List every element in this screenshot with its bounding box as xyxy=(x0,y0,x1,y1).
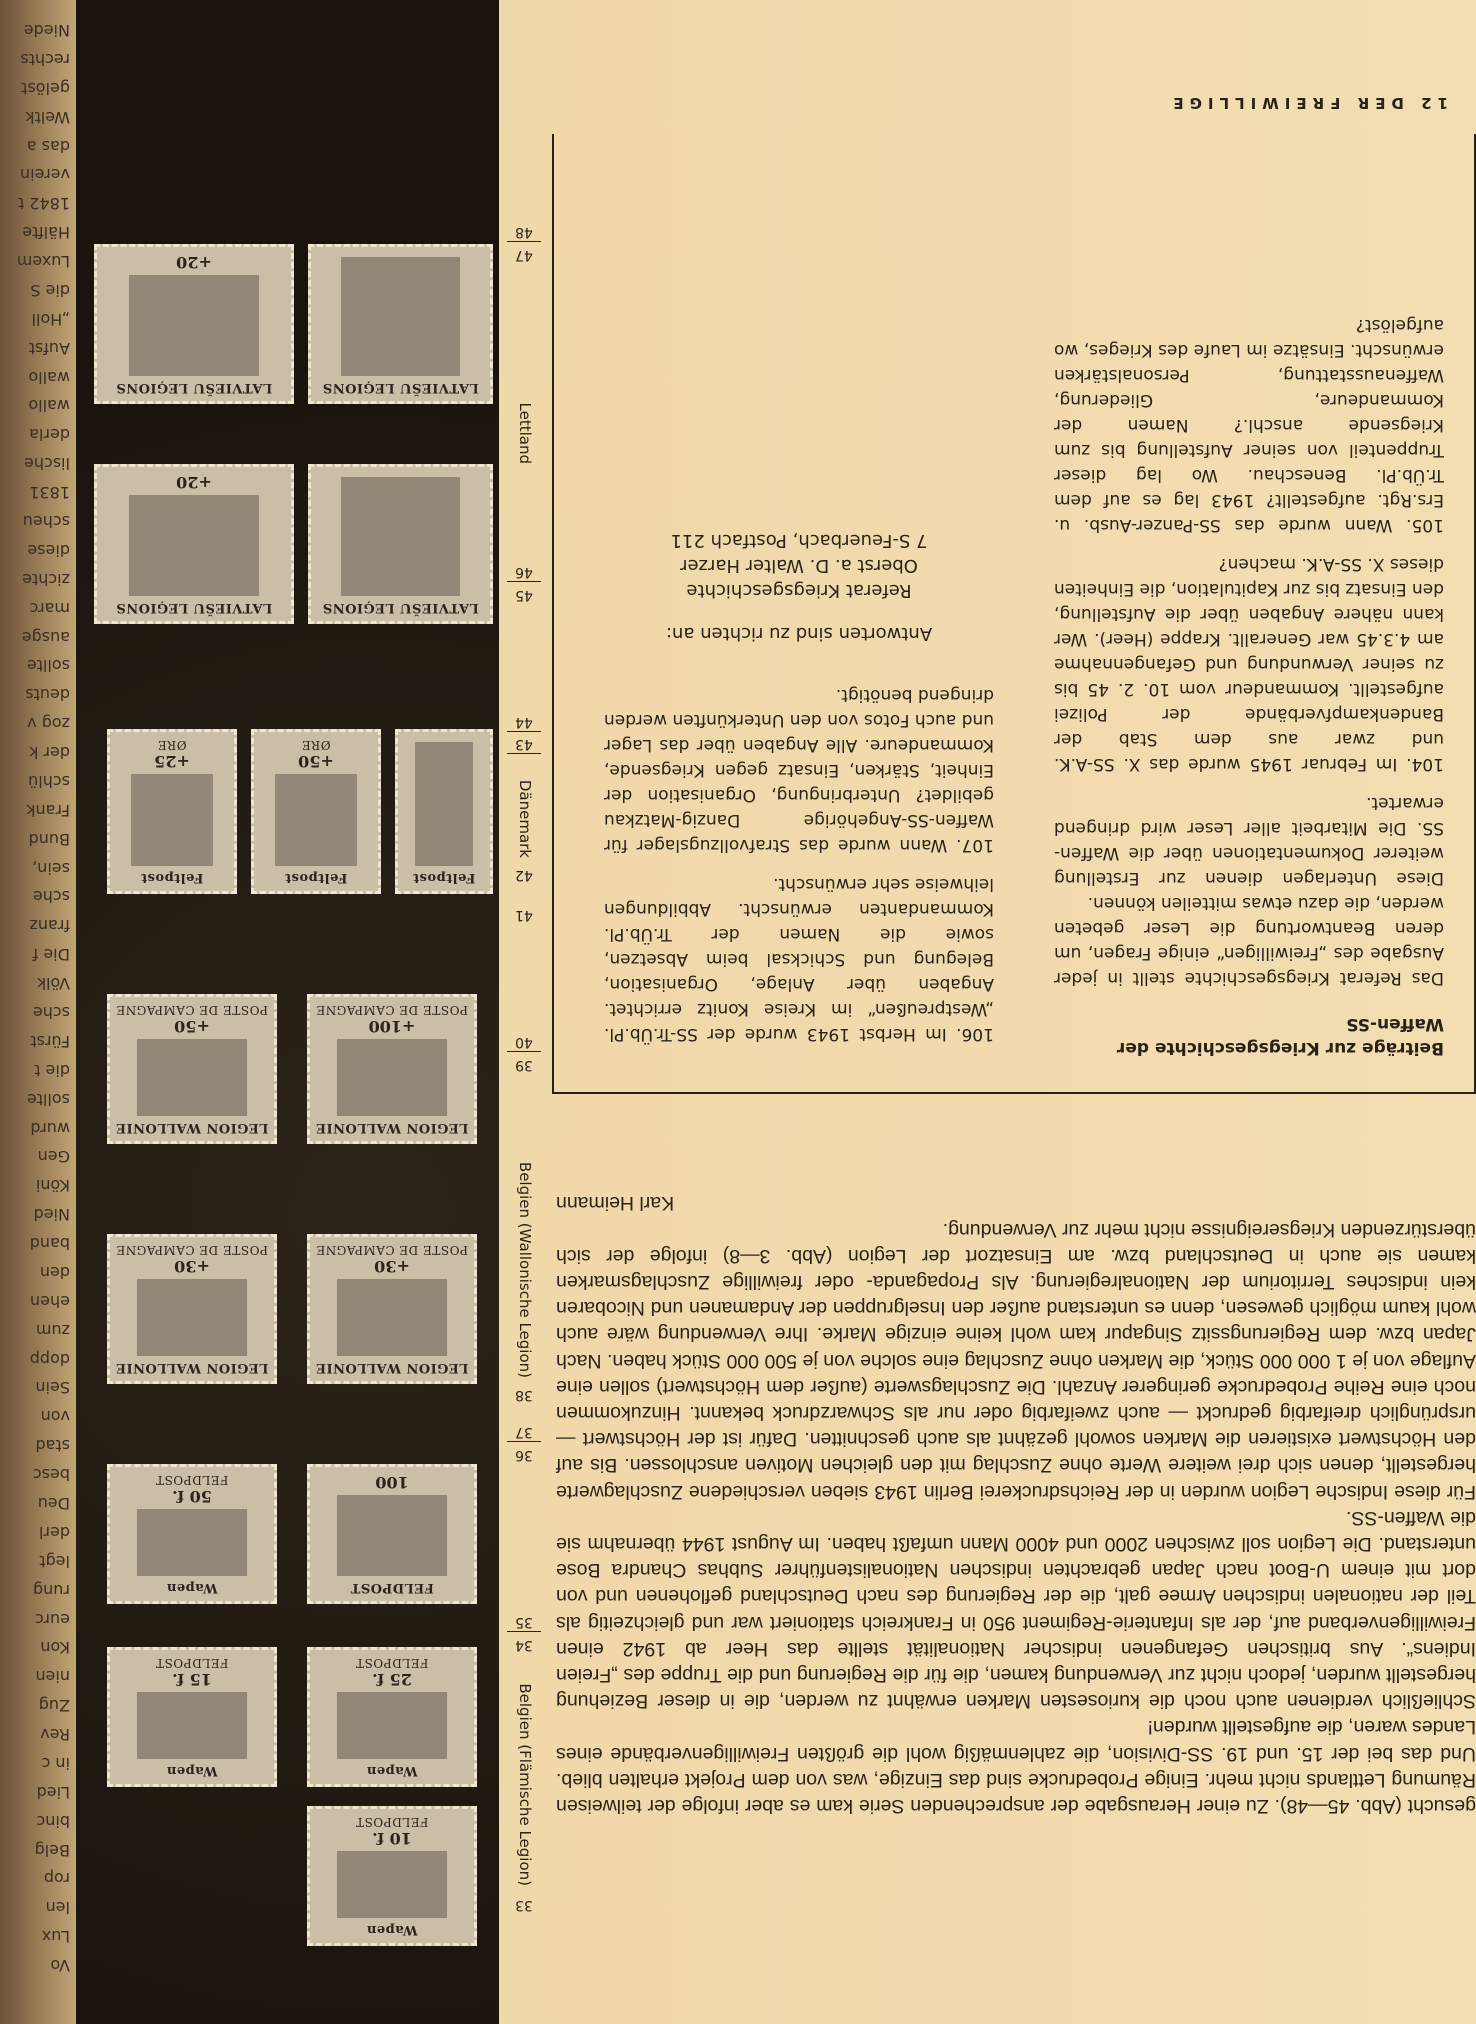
adjacent-text-fragment: besc xyxy=(32,1465,70,1485)
adjacent-text-fragment: rechts xyxy=(20,49,70,69)
adjacent-text-fragment: stad xyxy=(35,1436,70,1456)
figure-number: 33 xyxy=(515,1897,533,1913)
figure-number: 44 xyxy=(507,713,541,732)
adjacent-text-fragment: binc xyxy=(36,1811,70,1831)
figure-number: 37 xyxy=(507,1423,541,1442)
question-107 xyxy=(604,682,994,857)
figure-number: 42 xyxy=(515,867,533,883)
article-body xyxy=(556,1190,1476,1819)
adjacent-text-fragment: von xyxy=(40,1407,70,1427)
stamp-48: LATVIEŠU LEĢIONS xyxy=(308,244,493,404)
adjacent-text-fragment: Kon xyxy=(40,1638,70,1658)
adjacent-text-fragment: Nied xyxy=(33,1205,70,1225)
question-105 xyxy=(1054,312,1444,537)
stamp-42: Feltpost +25 ØRE xyxy=(107,729,237,894)
figure-number: 39 xyxy=(515,1057,533,1073)
figure-number: 36 xyxy=(515,1447,533,1463)
adjacent-text-fragment: Weltk xyxy=(25,107,70,127)
caption-latvia: Lettland xyxy=(516,402,534,464)
caption-flemish-legion: Belgien (Flämische Legion) xyxy=(516,1683,534,1886)
adjacent-text-fragment: in c xyxy=(41,1753,70,1773)
adjacent-text-fragment: eurc xyxy=(34,1609,70,1629)
adjacent-text-fragment: rung xyxy=(32,1580,70,1600)
adjacent-text-fragment: schlü xyxy=(28,771,70,791)
adjacent-text-fragment: Niede xyxy=(23,21,70,40)
question-text: Wann wurde das SS-Panzer-Ausb. u. Ers.Rgt. aufgestellt? 1943 lag es auf dem Tr.Üb.Pl. Beneschau. Wo lag dieser Truppenteil von seiner Aufstellung bis zum Kriegsende anschl.? Namen der Kommandeure, Gliederung, Waffenausstattung, Personalstärken erwünscht. Einsätze im Laufe des Krieges, wo aufgelöst? xyxy=(1053,315,1444,535)
stamp-39: LEGION WALLONIE +30 POSTE DE CAMPAGNE xyxy=(307,1234,477,1384)
page-folio xyxy=(1167,94,1448,112)
stamp-photo-panel xyxy=(76,0,499,2024)
article-paragraph: Für diese Indische Legion wurden in der Reichsdruckerei Berlin 1943 sieben verschiedene Zuschlagwerte hergestellt, denen sich drei weitere Werte ohne Zuschlag mit den gleichen Motiven anschlossen. Bis auf den Höchstwert existieren die Marken sowohl gezähnt als auch geschnitten. Dafür ist der Höchstwert — ursprünglich dreifarbig gedruckt — auch zweifarbig oder nur als Schwarzdruck bekannt. Hinzukommen noch eine Reihe Probedrucke geringerer Anzahl. Die Zuschlagswerte (außer dem Höchstwert) sollen eine Auflage von je 1 000 000 Stück, die Marken ohne Zuschlag eine solche von je 500 000 Stück haben. Nach Japan bzw. dem Regierungssitz Singapur kam wohl keine einzige Marke. Ihre Verwendung wäre auch wohl kaum möglich gewesen, denn es unterstand außer den Inselgruppen der Andamanen und Nicobaren kein indisches Territorium der Nationalregierung. Als Propaganda- oder freiwillige Zuschlagsmarken kamen sie auch in Deutschland bzw. am Einsatzort der Legion (Abb. 3—8) infolge der sich überstürzenden Kriegsereignisse nicht mehr zur Verwendung. xyxy=(556,1218,1476,1503)
figure-number: 45 xyxy=(515,587,533,603)
adjacent-text-fragment: band xyxy=(29,1234,70,1254)
stamp-34: Wapen 15 f. FELDPOST xyxy=(107,1647,277,1787)
adjacent-text-fragment: Fürst xyxy=(30,1031,70,1051)
adjacent-text-fragment: Frank xyxy=(26,800,70,820)
adjacent-text-fragment: Völk xyxy=(36,974,70,994)
adjacent-text-fragment: lische xyxy=(23,454,70,474)
adjacent-text-fragment: scheu xyxy=(22,512,70,531)
question-number: 104. xyxy=(1406,754,1444,774)
page-number: 12 xyxy=(1415,94,1448,112)
adjacent-text-fragment: marc xyxy=(29,598,70,618)
adjacent-text-fragment: legt xyxy=(39,1551,70,1571)
adjacent-text-fragment: Belg xyxy=(34,1840,70,1860)
adjacent-text-fragment: Gen xyxy=(37,1147,70,1167)
adjacent-text-fragment: Köni xyxy=(35,1176,70,1196)
figure-number: 40 xyxy=(507,1033,541,1052)
article-paragraph: gesucht (Abb. 45—48). Zu einer Herausgabe der ansprechenden Serie kam es aber infolge der teilweisen Räumung Lettlands nicht mehr. Einige Probedrucke sind das Einzige, was von dem Projekt erhalten blieb. Und das bei der 15. und 19. SS-Division, die zahlenmäßig wohl die größten Freiwilligenverbände eines Landes waren, die aufgestellt wurden! xyxy=(556,1716,1476,1817)
adjacent-text-fragment: Lux xyxy=(41,1927,70,1947)
figure-number: 38 xyxy=(515,1387,533,1403)
caption-strip xyxy=(499,0,549,2024)
adjacent-text-fragment: gelöst xyxy=(21,78,70,98)
figure-number: 34 xyxy=(515,1637,533,1653)
question-106 xyxy=(604,871,994,1046)
caption-denmark: Dänemark xyxy=(516,779,534,858)
question-number: 105. xyxy=(1406,515,1444,535)
adjacent-text-fragment: der k xyxy=(29,743,70,763)
adjacent-text-fragment: sollte xyxy=(26,1089,70,1109)
adjacent-text-fragment: Bund xyxy=(28,829,70,849)
adjacent-text-fragment: 1831 xyxy=(29,483,70,503)
stamp-46: LATVIEŠU LEĢIONS xyxy=(308,464,493,624)
adjacent-text-fragment: wurd xyxy=(30,1118,70,1138)
adjacent-text-fragment: verein xyxy=(20,165,70,185)
question-number: 106. xyxy=(956,1024,994,1044)
adjacent-text-fragment: wallo xyxy=(28,396,70,416)
adjacent-text-fragment: Die f xyxy=(32,945,70,965)
adjacent-text-fragment: „Holl xyxy=(31,309,70,329)
box-column-right xyxy=(604,528,994,1060)
box-intro-2: Diese Unterlagen dienen zur Erstellung weiterer Dokumentationen über die Waffen-SS. Die Mitarbeit aller Leser wird dringend erwartet. xyxy=(1054,793,1444,888)
adjacent-text-fragment: Lied xyxy=(36,1782,70,1802)
box-column-left xyxy=(1054,312,1444,1060)
reply-line: Oberst a. D. Walter Harzer xyxy=(680,555,918,576)
figure-number: 47 xyxy=(515,247,533,263)
question-104 xyxy=(1054,551,1444,776)
box-heading: Beiträge zur Kriegsgeschichte der Waffen-SS xyxy=(1116,1014,1444,1058)
history-questions-box xyxy=(552,134,1476,1094)
question-text: Im Herbst 1943 wurde der SS-Tr.Üb.Pl. „Westpreußen“ im Kreise Konitz errichtet. Angaben über Anlage, Organisation, Belegung und Schicksal beim Absetzen, sowie die Namen der Tr.Üb.Pl. Kommandanten erwünscht. Abbildungen leihweise sehr erwünscht. xyxy=(603,874,994,1044)
signature-line xyxy=(556,1190,1476,1216)
stamp-44: Feltpost xyxy=(395,729,493,894)
stamp-41: LEGION WALLONIE +100 POSTE DE CAMPAGNE xyxy=(307,994,477,1144)
adjacent-text-fragment: zog v xyxy=(27,714,70,734)
adjacent-text-fragment: Aufst xyxy=(28,338,70,358)
adjacent-text-fragment: deuts xyxy=(25,685,70,705)
adjacent-text-fragment: zum xyxy=(35,1320,70,1340)
reply-address xyxy=(604,528,994,646)
box-intro: Das Referat Kriegsgeschichte stellt in jeder Ausgabe des „Freiwilligen“ einige Fragen, um deren Beantwortung die Leser gebeten werden, die dazu etwas mitteilen können. xyxy=(1054,893,1444,988)
stamp-43: Feltpost +50 ØRE xyxy=(251,729,381,894)
adjacent-text-fragment: len xyxy=(45,1898,70,1918)
question-text: Wann wurde das Strafvollzugslager für Waffen-SS-Angehörige Danzig-Matzkau gebildet? Unterbringung, Organisation der Einheit, Stärken, Einsatz gegen Kriegsende, Kommandeure. Alle Angaben über das Lager und auch Fotos von den Unterkünften werden dringend benötigt. xyxy=(603,685,994,855)
reply-line: Referat Kriegsgeschichte xyxy=(686,580,912,601)
figure-number: 46 xyxy=(507,563,541,582)
adjacent-text-fragment: das a xyxy=(26,136,70,156)
adjacent-text-fragment: rop xyxy=(43,1869,70,1889)
adjacent-text-fragment: wallo xyxy=(28,367,70,387)
reply-line: 7 S-Feuerbach, Postfach 211 xyxy=(670,530,928,551)
stamp-45: LATVIEŠU LEĢIONS +20 xyxy=(94,464,294,624)
adjacent-text-fragment: derla xyxy=(29,425,70,445)
stamp-37: FELDPOST 100 xyxy=(307,1464,477,1604)
adjacent-text-fragment: 1842 t xyxy=(17,194,70,214)
figure-number: 35 xyxy=(507,1613,541,1632)
adjacent-text-fragment: den xyxy=(39,1262,70,1282)
adjacent-text-fragment: zichte xyxy=(22,569,70,589)
figure-number: 41 xyxy=(515,907,533,923)
adjacent-text-fragment: sollte xyxy=(26,656,70,676)
figure-number: 48 xyxy=(507,223,541,242)
adjacent-text-fragment: sche xyxy=(32,887,70,907)
adjacent-text-fragment: Zug xyxy=(38,1696,70,1716)
caption-walloon-legion: Belgien (Wallonische Legion) xyxy=(516,1161,534,1378)
stamp-36: Wapen 50 f. FELDPOST xyxy=(107,1464,277,1604)
question-number: 107. xyxy=(956,835,994,855)
adjacent-text-fragment: dopp xyxy=(29,1349,70,1369)
adjacent-text-fragment: Hälfte xyxy=(22,223,70,243)
adjacent-text-fragment: ehen xyxy=(30,1291,70,1311)
stamp-40: LEGION WALLONIE +50 POSTE DE CAMPAGNE xyxy=(107,994,277,1144)
reply-lead: Antworten sind zu richten an: xyxy=(665,623,933,644)
stamp-33: Wapen 10 f. FELDPOST xyxy=(307,1806,477,1946)
adjacent-text-fragment: Luxem xyxy=(16,252,70,272)
adjacent-text-fragment: die S xyxy=(30,280,70,300)
question-text: Im Februar 1945 wurde das X. SS-A.K. und zwar aus dem Stab der Bandenkampfverbände der Polizei aufgestellt. Kommandeur vom 10. 2. 45 bis zu seiner Verwundung und Gefangennahme am 4.3.45 war Generallt. Krappe (Heer). Wer kann nähere Angaben über die Aufstellung, den Einsatz bis zur Kapitulation, die Einheiten dieses X. SS-A.K. machen? xyxy=(1053,554,1444,774)
adjacent-text-fragment: nien xyxy=(35,1667,70,1687)
article-paragraph: Schließlich verdienen auch noch die kuriosesten Marken erwähnt zu werden, die in dieser Beziehung hergestellt wurden, jedoch nicht zur Verwendung kamen, die für die Regierung und die Truppe des „Freien Indiens“. Aus britischen Gefangenen indischer Nationalität stellte das Heer ab 1942 einen Freiwilligenverband auf, der als Infanterie-Regiment 950 in Frankreich stationiert war und gleichzeitig als Teil der nationalen indischen Armee galt, die der Regierung des nach Deutschland geflohenen und von dort mit einem U-Boot nach Japan gebrachten indischen Nationalistenführer Subhas Chandra Bose unterstand. Die Legion soll zwischen 2000 und 4000 Mann umfaßt haben. Im August 1944 übernahm sie die Waffen-SS. xyxy=(556,1506,1476,1713)
adjacent-text-fragment: Rev xyxy=(40,1725,70,1745)
adjacent-text-fragment: Vo xyxy=(50,1956,70,1976)
adjacent-text-fragment: Deu xyxy=(37,1494,70,1513)
stamp-35: Wapen 25 f. FELDPOST xyxy=(307,1647,477,1787)
adjacent-text-fragment: ausge xyxy=(21,627,70,647)
adjacent-text-fragment: franz xyxy=(29,916,70,936)
adjacent-text-fragment: sche xyxy=(32,1003,70,1022)
adjacent-text-fragment: diese xyxy=(27,540,70,560)
stamp-47: LATVIEŠU LEĢIONS +20 xyxy=(94,244,294,404)
adjacent-text-fragment: die t xyxy=(34,1060,70,1080)
adjacent-text-fragment: sein, xyxy=(32,858,70,878)
adjacent-text-fragment: Sein xyxy=(35,1378,70,1398)
magazine-title: DER FREIWILLIGE xyxy=(1167,94,1404,112)
author-name: Karl Heimann xyxy=(556,1192,675,1215)
figure-number: 43 xyxy=(507,735,541,754)
adjacent-page-edge xyxy=(0,0,76,2024)
adjacent-text-fragment: derl xyxy=(38,1522,70,1542)
stamp-38: LEGION WALLONIE +30 POSTE DE CAMPAGNE xyxy=(107,1234,277,1384)
